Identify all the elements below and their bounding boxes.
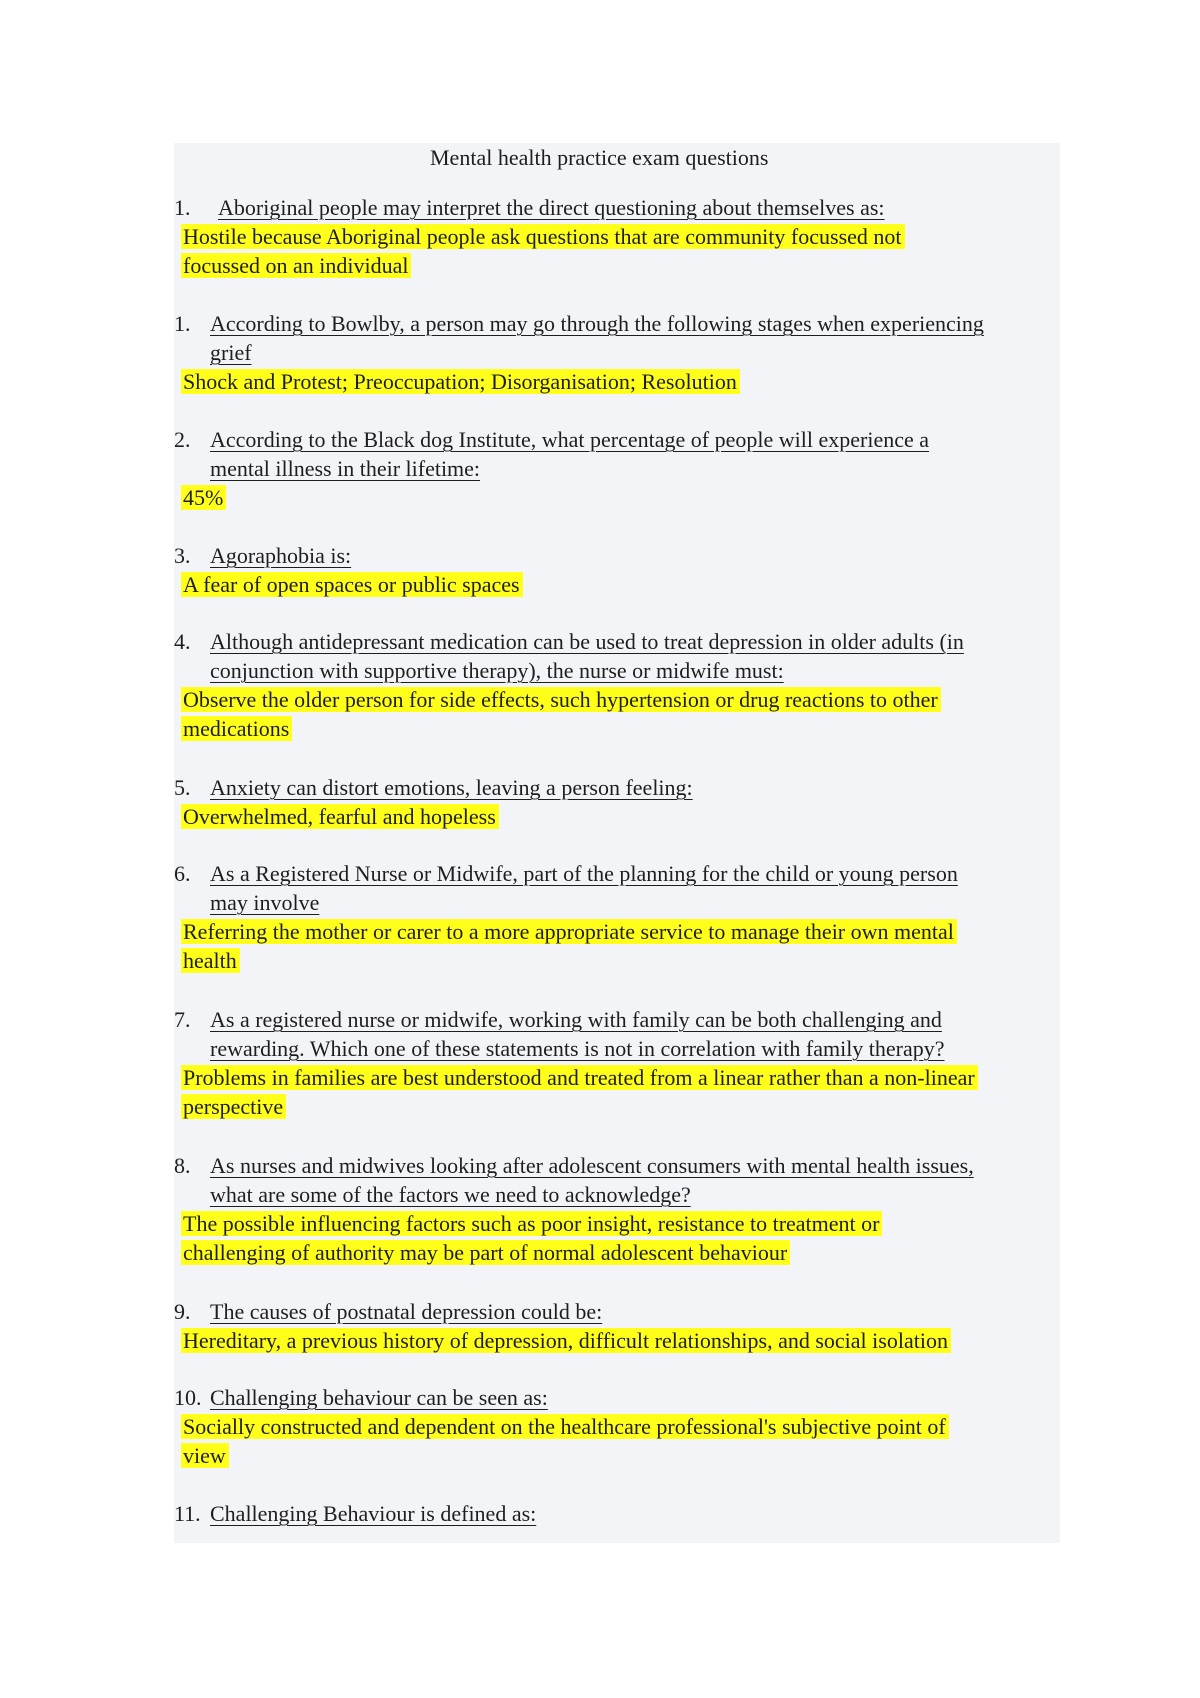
document-page — [174, 143, 1060, 1543]
answer-line — [183, 1092, 286, 1121]
question-text: As nurses and midwives looking after adolescent consumers with mental health issues, — [210, 1153, 974, 1178]
question-number: 7. — [174, 1007, 191, 1032]
question-line — [210, 541, 351, 570]
question-text: As a registered nurse or midwife, working with family can be both challenging and — [210, 1007, 942, 1032]
question-text: may involve — [210, 890, 320, 915]
question-line — [210, 1005, 942, 1034]
question-number: 9. — [174, 1299, 191, 1324]
question-line — [210, 454, 480, 483]
highlighted-answer: Shock and Protest; Preoccupation; Disorganisation; Resolution — [181, 369, 740, 394]
question-text: what are some of the factors we need to acknowledge? — [210, 1182, 691, 1207]
question-text: As a Registered Nurse or Midwife, part of the planning for the child or young person — [210, 861, 958, 886]
question-line — [210, 859, 958, 888]
question-line — [210, 888, 319, 917]
question-line — [218, 193, 885, 222]
question-number: 6. — [174, 861, 191, 886]
answer-line — [183, 367, 740, 396]
question-line — [210, 309, 984, 338]
question-line — [210, 425, 929, 454]
question-line — [210, 627, 964, 656]
question-line — [210, 1499, 536, 1528]
highlighted-answer: 45% — [181, 485, 226, 510]
answer-line — [183, 1441, 229, 1470]
highlighted-answer: A fear of open spaces or public spaces — [181, 572, 523, 597]
highlighted-answer: challenging of authority may be part of normal adolescent behaviour — [181, 1240, 790, 1265]
question-text: grief — [210, 340, 252, 365]
question-line — [210, 1180, 691, 1209]
highlighted-answer: The possible influencing factors such as poor insight, resistance to treatment or — [181, 1211, 882, 1236]
question-number: 4. — [174, 629, 191, 654]
answer-line — [183, 802, 499, 831]
question-text: According to the Black dog Institute, what percentage of people will experience a — [210, 427, 930, 452]
answer-line — [183, 1063, 978, 1092]
question-line — [210, 1383, 548, 1412]
question-line — [210, 338, 252, 367]
answer-line — [183, 946, 240, 975]
answer-line — [183, 685, 941, 714]
highlighted-answer: health — [181, 948, 240, 973]
question-number: 2. — [174, 427, 191, 452]
highlighted-answer: Hereditary, a previous history of depression, difficult relationships, and social isolation — [181, 1328, 951, 1353]
question-text: rewarding. Which one of these statements is not in correlation with family therapy? — [210, 1036, 945, 1061]
highlighted-answer: medications — [181, 716, 292, 741]
answer-line — [183, 251, 411, 280]
question-text: Challenging Behaviour is defined as: — [210, 1501, 537, 1526]
question-number: 8. — [174, 1153, 191, 1178]
question-line — [210, 773, 693, 802]
answer-line — [183, 917, 957, 946]
highlighted-answer: Overwhelmed, fearful and hopeless — [181, 804, 499, 829]
question-line — [210, 1297, 602, 1326]
page-title: Mental health practice exam questions — [430, 145, 769, 170]
question-text: Aboriginal people may interpret the direct questioning about themselves as: — [218, 195, 885, 220]
answer-line — [183, 1238, 790, 1267]
question-line — [210, 656, 784, 685]
question-text: conjunction with supportive therapy), the nurse or midwife must: — [210, 658, 784, 683]
answer-line — [183, 222, 905, 251]
highlighted-answer: focussed on an individual — [181, 253, 411, 278]
question-text: Although antidepressant medication can be used to treat depression in older adults (in — [210, 629, 964, 654]
answer-line — [183, 570, 523, 599]
question-line — [210, 1151, 974, 1180]
question-text: The causes of postnatal depression could be: — [210, 1299, 603, 1324]
highlighted-answer: view — [181, 1443, 229, 1468]
highlighted-answer: Socially constructed and dependent on the healthcare professional's subjective point of — [181, 1414, 949, 1439]
question-text: Anxiety can distort emotions, leaving a person feeling: — [210, 775, 693, 800]
answer-line — [183, 483, 226, 512]
question-number: 10. — [174, 1385, 202, 1410]
highlighted-answer: Problems in families are best understood and treated from a linear rather than a non-linear — [181, 1065, 978, 1090]
question-text: mental illness in their lifetime: — [210, 456, 481, 481]
question-text: According to Bowlby, a person may go through the following stages when experiencing — [210, 311, 984, 336]
question-text: Agoraphobia is: — [210, 543, 352, 568]
question-number: 1. — [174, 311, 191, 336]
highlighted-answer: Hostile because Aboriginal people ask questions that are community focussed not — [181, 224, 905, 249]
answer-line — [183, 1209, 882, 1238]
highlighted-answer: Referring the mother or carer to a more appropriate service to manage their own mental — [181, 919, 957, 944]
question-number: 11. — [174, 1501, 201, 1526]
highlighted-answer: perspective — [181, 1094, 286, 1119]
question-number: 3. — [174, 543, 191, 568]
question-number: 5. — [174, 775, 191, 800]
question-text: Challenging behaviour can be seen as: — [210, 1385, 548, 1410]
answer-line — [183, 1412, 949, 1441]
question-line — [210, 1034, 945, 1063]
question-number: 1. — [174, 195, 191, 220]
highlighted-answer: Observe the older person for side effects, such hypertension or drug reactions to other — [181, 687, 941, 712]
answer-line — [183, 1326, 951, 1355]
answer-line — [183, 714, 292, 743]
